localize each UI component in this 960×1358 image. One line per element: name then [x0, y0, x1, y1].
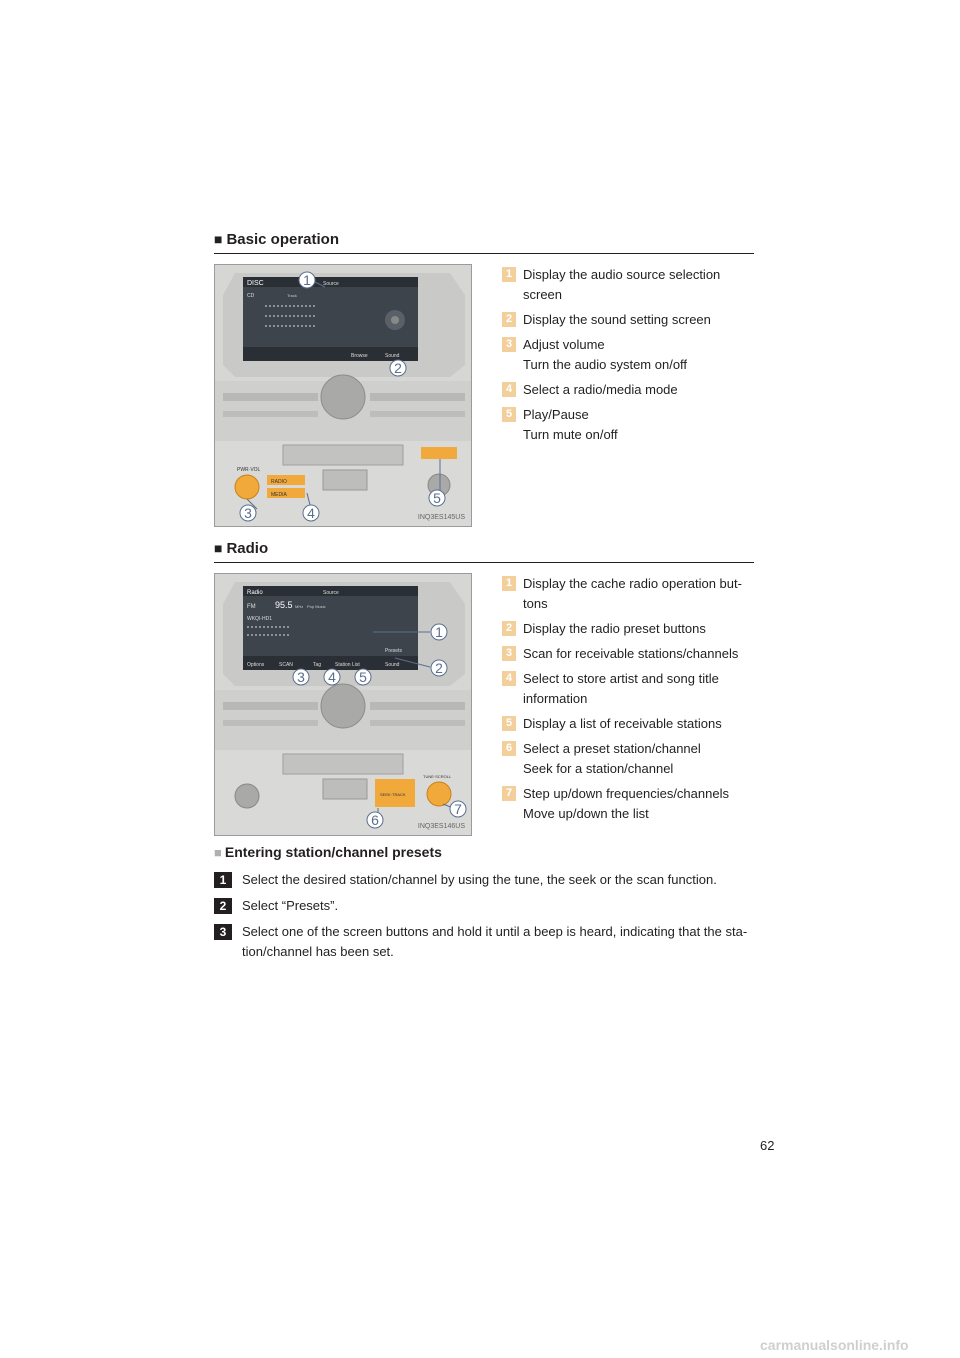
step-item: 2 Select “Presets”.	[214, 896, 755, 916]
dashboard-illustration	[215, 574, 471, 835]
screen-tag-label: Tag	[313, 662, 322, 668]
figure-basic-operation	[214, 264, 472, 527]
subsection-heading-presets: ■ Entering station/channel presets	[214, 844, 442, 860]
figure-id-label: INQ3ES146US	[417, 823, 465, 830]
legend-basic-operation	[502, 265, 755, 450]
legend-item: 4 Select to store artist and song title information	[502, 669, 755, 709]
panel-seek-track-label: SEEK·TRACK	[380, 792, 406, 797]
callout-5: 5	[359, 669, 367, 685]
callout-2: 2	[435, 660, 443, 676]
legend-item: 3 Scan for receivable stations/channels	[502, 644, 755, 664]
callout-3: 3	[244, 505, 252, 521]
callout-4: 4	[328, 669, 336, 685]
legend-item: 5 Play/Pause Turn mute on/off	[502, 405, 755, 445]
callout-2: 2	[394, 360, 402, 376]
screen-source-label: Source	[323, 281, 339, 287]
legend-item: 2 Display the sound setting screen	[502, 310, 755, 330]
screen-unit-label: MHz	[295, 604, 304, 609]
step-item: 1 Select the desired station/channel by using the tune, the seek or the scan function.	[214, 870, 755, 890]
legend-item: 1 Display the cache radio operation but- tons	[502, 574, 755, 614]
legend-item: 2 Display the radio preset buttons	[502, 619, 755, 639]
screen-track-label: Track	[287, 293, 297, 298]
callout-5: 5	[433, 490, 441, 506]
panel-pwr-vol-label: PWR·VOL	[237, 467, 261, 473]
callout-7: 7	[454, 801, 462, 817]
step-item: 3 Select one of the screen buttons and hold it until a beep is heard, indicating that the sta- tion/channel has been set.	[214, 922, 755, 962]
page-number: 62	[760, 1138, 775, 1153]
screen-scan-label: SCAN	[279, 662, 293, 668]
screen-source-label: Source	[323, 590, 339, 596]
preset-steps	[214, 870, 755, 968]
square-bullet-icon: ■	[214, 231, 223, 247]
figure-id-label: INQ3ES145US	[417, 514, 465, 521]
dashboard-illustration	[215, 265, 471, 526]
legend-item: 5 Display a list of receivable stations	[502, 714, 755, 734]
legend-item: 6 Select a preset station/channel Seek for a station/channel	[502, 739, 755, 779]
screen-title: Radio	[247, 590, 263, 596]
section-heading-radio: ■ Radio	[214, 539, 754, 563]
screen-browse-label: Browse	[351, 353, 368, 359]
screen-frequency: 95.5	[275, 600, 293, 610]
watermark: carmanualsonline.info	[760, 1337, 909, 1353]
screen-options-label: Options	[247, 662, 265, 668]
step-number-badge: 3	[214, 924, 232, 940]
screen-presets-label: Presets	[385, 648, 402, 654]
screen-band-label: FM	[247, 604, 256, 610]
screen-station-list-label: Station List	[335, 662, 360, 668]
legend-radio	[502, 574, 755, 829]
panel-tune-scroll-label: TUNE·SCROLL	[423, 774, 452, 779]
legend-item: 3 Adjust volume Turn the audio system on/off	[502, 335, 755, 375]
square-bullet-icon: ■	[214, 540, 223, 556]
callout-6: 6	[371, 812, 379, 828]
legend-item: 7 Step up/down frequencies/channels Move up/down the list	[502, 784, 755, 824]
section-heading-basic-operation: ■ Basic operation	[214, 230, 754, 254]
callout-3: 3	[297, 669, 305, 685]
callout-1: 1	[303, 272, 311, 288]
step-number-badge: 1	[214, 872, 232, 888]
legend-item: 1 Display the audio source selection screen	[502, 265, 755, 305]
step-number-badge: 2	[214, 898, 232, 914]
legend-item: 4 Select a radio/media mode	[502, 380, 755, 400]
panel-media-label: MEDIA	[271, 492, 287, 498]
screen-genre-label: Pop Music	[307, 604, 326, 609]
panel-radio-label: RADIO	[271, 479, 287, 485]
screen-sub-label: CD	[247, 293, 255, 299]
screen-sound-label: Sound	[385, 353, 400, 359]
square-bullet-icon: ■	[214, 845, 222, 860]
callout-1: 1	[435, 624, 443, 640]
figure-radio	[214, 573, 472, 836]
screen-sound-label: Sound	[385, 662, 400, 668]
screen-station-label: WKQI-HD1	[247, 616, 272, 622]
callout-4: 4	[307, 505, 315, 521]
screen-title: DISC	[247, 280, 264, 287]
